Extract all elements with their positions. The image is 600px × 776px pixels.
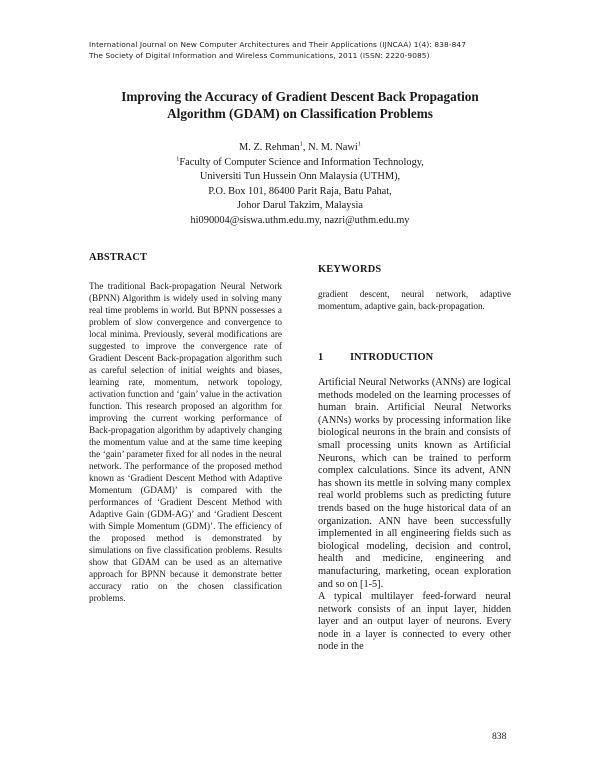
- author-names: [60, 141, 540, 156]
- society-citation: The Society of Digital Information and Wireless Communications, 2011 (ISSN: 2220-9085): [89, 51, 430, 60]
- university: Universiti Tun Hussein Onn Malaysia (UTHM),: [199, 171, 401, 183]
- section-title: INTRODUCTION: [350, 352, 434, 363]
- page-number: 838: [492, 731, 507, 742]
- postal-address: P.O. Box 101, 86400 Parit Raja, Batu Pahat,: [208, 185, 392, 197]
- intro-paragraph-1: Artificial Neural Networks (ANNs) are logical methods modeled on the learning processes of human brain. Artificial Neural Networks (ANNs) works by processing information like biological neurons in the brain and consists of small processing units known as Artificial Neurons, which can be trained to perform complex calculations. Since its advent, ANN has shown its mettle in solving many complex real world problems such as predicting future trends based on the huge historical data of an organization. ANN have been successfully implemented in all engineering fields such as biological modeling, decision and control, health and medicine, engineering and manufacturing, marketing, ocean exploration and so on [1-5].: [318, 377, 511, 590]
- state-country: Johor Darul Takzim, Malaysia: [236, 200, 364, 212]
- author-1-sup: 1: [299, 140, 303, 148]
- title-line-2: Algorithm (GDAM) on Classification Problems: [167, 106, 433, 121]
- affiliation-sup: 1: [176, 155, 180, 163]
- abstract-heading: ABSTRACT: [89, 252, 148, 263]
- author-1: M. Z. Rehman: [239, 142, 300, 153]
- author-block: [60, 141, 540, 229]
- right-column: [318, 264, 511, 312]
- section-number: 1: [318, 352, 324, 363]
- left-column: [89, 252, 282, 604]
- introduction-heading: [318, 352, 511, 363]
- introduction-body: [318, 377, 511, 654]
- author-2-sup: 1: [357, 140, 361, 148]
- keywords-heading: KEYWORDS: [318, 264, 382, 275]
- affiliation: [60, 156, 540, 171]
- paper-title: [60, 88, 540, 122]
- intro-paragraph-2: A typical multilayer feed-forward neural network consists of an input layer, hidden layer and an output layer of neurons. Every node in a layer is connected to every other node in the: [318, 591, 511, 653]
- journal-citation: International Journal on New Computer Architectures and Their Applications (IJNCAA) 1(4): 838-847: [89, 40, 466, 49]
- affiliation-text: Faculty of Computer Science and Information Technology,: [179, 156, 424, 168]
- author-emails[interactable]: hi090004@siswa.uthm.edu.my, nazri@uthm.edu.my: [190, 214, 410, 226]
- abstract-text: The traditional Back-propagation Neural Network (BPNN) Algorithm is widely used in solving many real time problems in world. But BPNN possesses a problem of slow convergence and convergence to local minima. Previously, several modifications are suggested to improve the convergence rate of Gradient Descent Back-propagation algorithm such as careful selection of initial weights and biases, learning rate, momentum, network topology, activation function and ‘gain’ value in the activation function. This research proposed an algorithm for improving the current working performance of Back-propagation algorithm by adaptively changing the momentum value and at the same time keeping the ‘gain’ parameter fixed for all nodes in the neural network. The performance of the proposed method known as ‘Gradient Descent Method with Adaptive Momentum (GDAM)’ is compared with the performances of ‘Gradient Descent Method with Adaptive Gain (GDM-AG)’ and ‘Gradient Descent with Simple Momentum (GDM)’. The efficiency of the proposed method is demonstrated by simulations on five classification problems. Results show that GDAM can be used as an alternative approach for BPNN because it demonstrate better accuracy ratio on the chosen classification problems.: [89, 281, 282, 603]
- keywords-text: gradient descent, neural network, adaptive momentum, adaptive gain, back-propagation.: [318, 289, 511, 311]
- title-line-1: Improving the Accuracy of Gradient Descent Back Propagation: [121, 89, 479, 104]
- author-2: , N. M. Nawi: [302, 142, 358, 153]
